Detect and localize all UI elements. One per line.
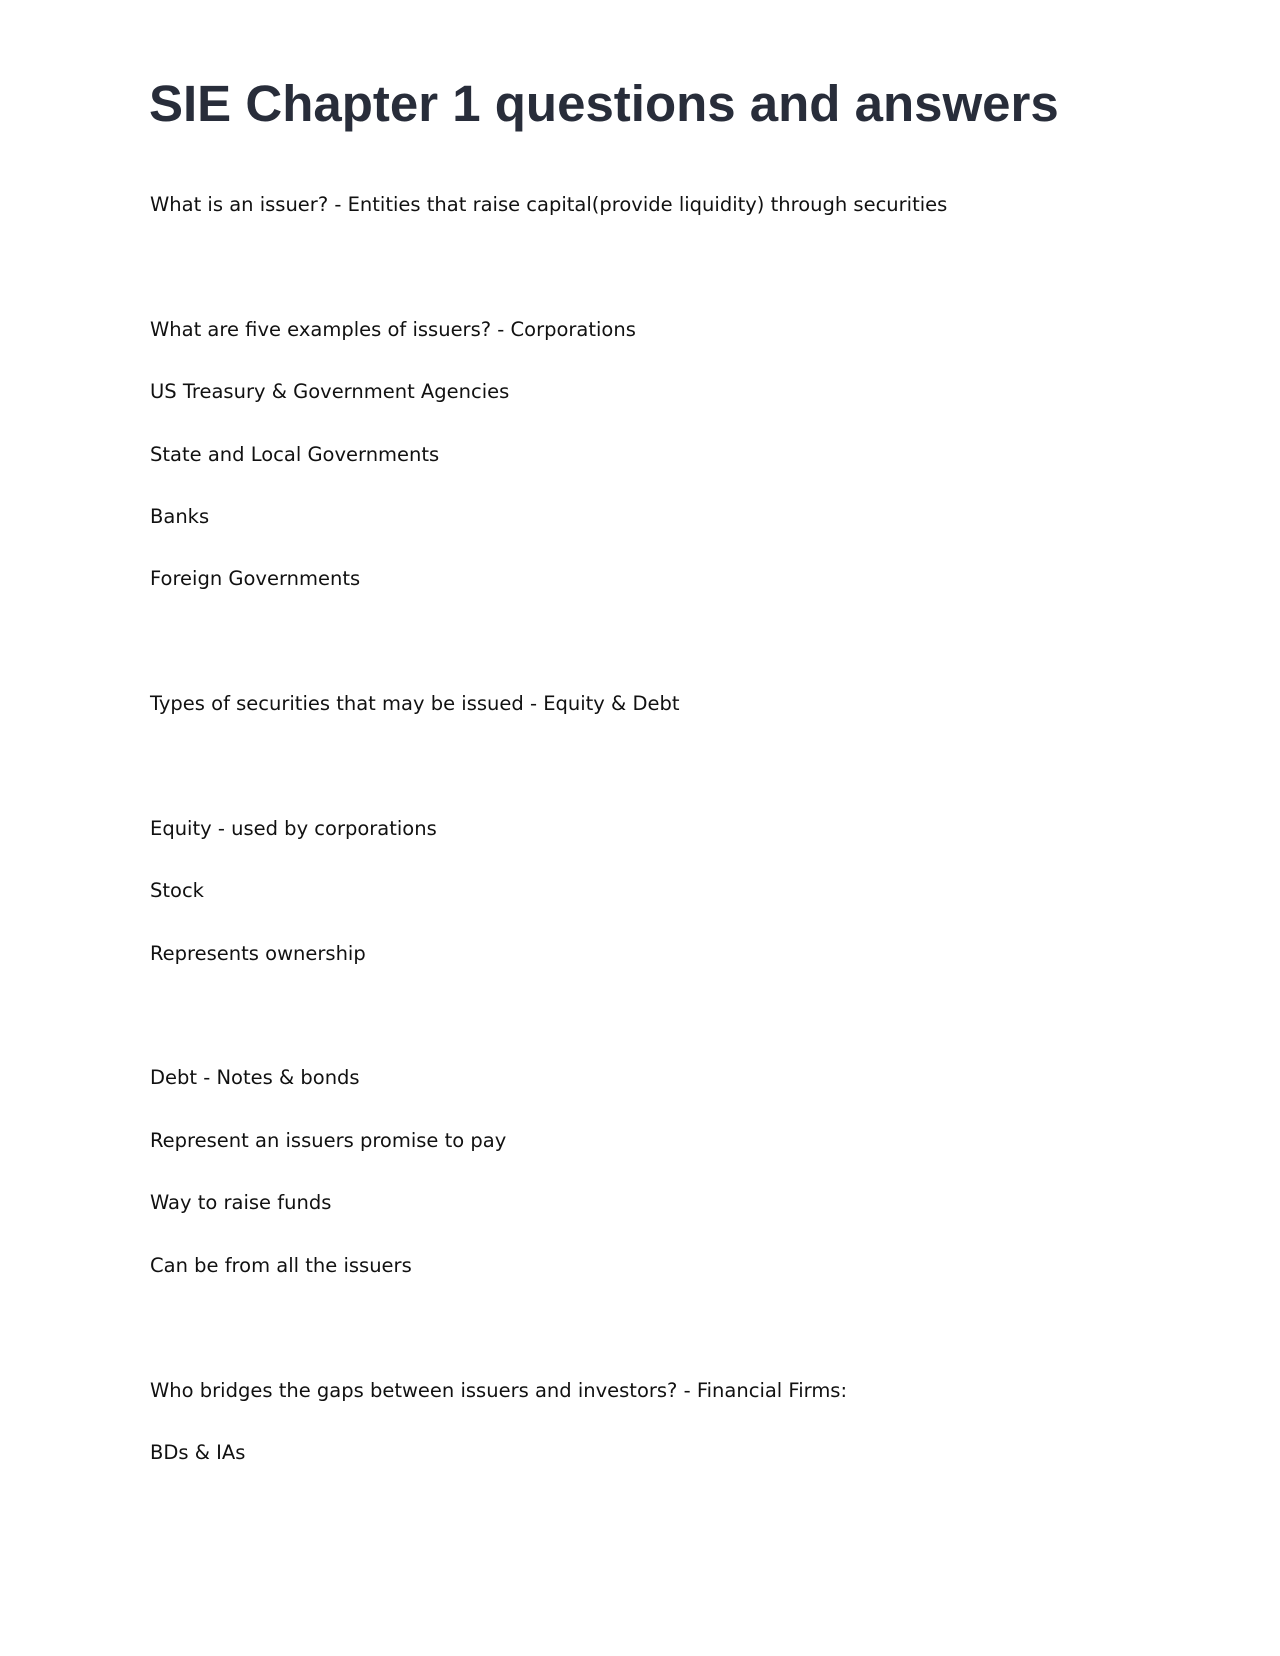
answer-line-raise-funds: Way to raise funds: [150, 1191, 332, 1214]
qa-issuer-examples: What are five examples of issuers? - Corporations: [150, 318, 636, 341]
qa-equity: Equity - used by corporations: [150, 817, 437, 840]
answer-line-state-local: State and Local Governments: [150, 443, 440, 466]
answer-line-banks: Banks: [150, 505, 210, 528]
qa-issuer-definition: What is an issuer? - Entities that raise capital(provide liquidity) through securities: [150, 193, 948, 216]
answer-line-foreign-governments: Foreign Governments: [150, 567, 361, 590]
page-title: SIE Chapter 1 questions and answers: [149, 75, 1059, 132]
qa-financial-firms: Who bridges the gaps between issuers and investors? - Financial Firms:: [150, 1379, 848, 1402]
answer-line-bds-ias: BDs & IAs: [150, 1441, 246, 1464]
answer-line-all-issuers: Can be from all the issuers: [150, 1254, 412, 1277]
answer-line-promise-to-pay: Represent an issuers promise to pay: [150, 1129, 507, 1152]
qa-types-of-securities: Types of securities that may be issued - Equity & Debt: [150, 692, 680, 715]
answer-line-stock: Stock: [150, 879, 204, 902]
answer-line-ownership: Represents ownership: [150, 942, 366, 965]
qa-debt: Debt - Notes & bonds: [150, 1066, 360, 1089]
answer-line-us-treasury: US Treasury & Government Agencies: [150, 380, 510, 403]
